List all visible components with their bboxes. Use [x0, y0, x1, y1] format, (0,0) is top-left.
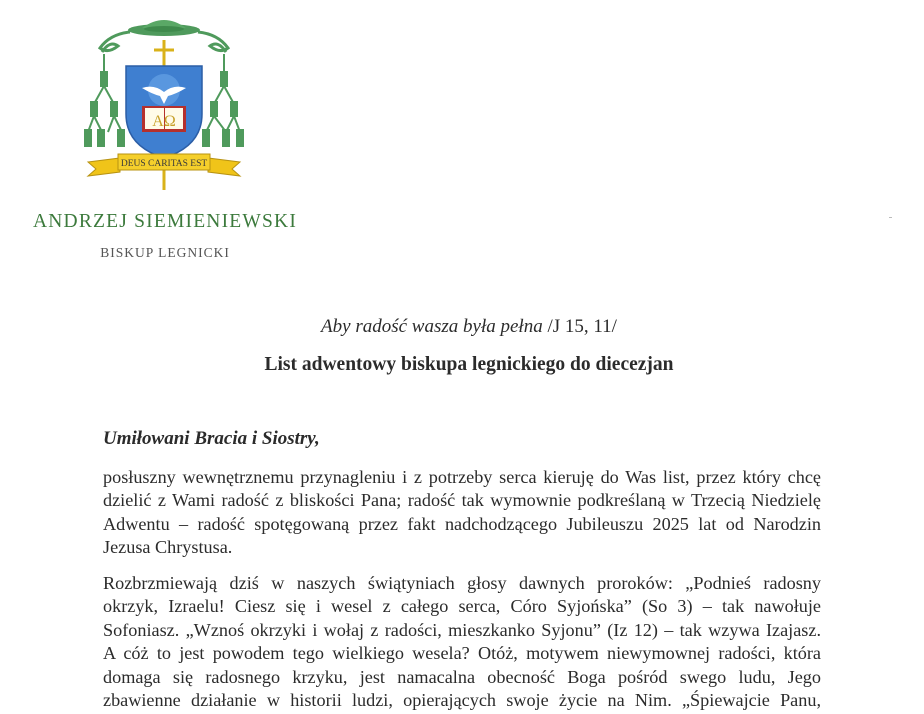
paragraph-line: Rozbrzmiewają dziś w naszych świątyniach głosy dawnych proroków: „Podnieś radosny	[103, 573, 821, 593]
paragraph-line: posłuszny wewnętrznemu przynagleniu i z potrzeby serca kieruję do Was list, przez który chcę	[103, 467, 821, 487]
coat-of-arms	[80, 14, 248, 192]
bishop-name: ANDRZEJ SIEMIENIEWSKI	[32, 211, 298, 232]
scan-artifact	[889, 217, 892, 218]
paragraph-line: okrzyk, Izraelu! Ciesz się i wesel z całego serca, Córo Syjońska” (So 3) – tak nawołuje	[103, 596, 821, 617]
motto-text: Aby radość wasza była pełna	[321, 316, 543, 337]
paragraph-line: domaga się radosnego krzyku, jest namacalna obecność Boga pośród swego ludu, Jego	[103, 666, 821, 687]
paragraph-line: Sofoniasz. „Wznoś okrzyki i wołaj z radości, mieszkanko Syjonu” (Iz 12) – tak wzywa Izajasz.	[103, 619, 821, 640]
paragraph-1	[103, 466, 821, 560]
svg-text:DEUS CARITAS EST: DEUS CARITAS EST	[120, 159, 208, 169]
paragraph-line: dzielić z Wami radość z bliskości Pana; radość tak wymownie podkreślaną w Trzecią Niedzielę	[103, 490, 821, 511]
paragraph-line: zbawienne działanie w historii ludzi, opierających swoje życie na Nim. „Śpiewajcie Panu,	[103, 690, 821, 711]
svg-text:AΩ: AΩ	[152, 113, 176, 130]
paragraph-2	[103, 572, 821, 712]
episcopal-coat-of-arms-icon	[80, 14, 248, 192]
letter-title: List adwentowy biskupa legnickiego do diecezjan	[264, 354, 674, 375]
scripture-motto	[0, 316, 924, 338]
bishop-title: BISKUP LEGNICKI	[100, 245, 230, 260]
paragraph-line: Adwentu – radość spotęgowaną przez fakt nadchodzącego Jubileuszu 2025 lat od Narodzin	[103, 513, 821, 534]
salutation: Umiłowani Bracia i Siostry,	[103, 428, 320, 449]
paragraph-line: Jezusa Chrystusa.	[103, 537, 233, 558]
motto-reference: /J 15, 11/	[542, 316, 617, 337]
paragraph-line: A cóż to jest powodem tego wielkiego wesela? Otóż, motywem niewymownej radości, która	[103, 643, 821, 664]
